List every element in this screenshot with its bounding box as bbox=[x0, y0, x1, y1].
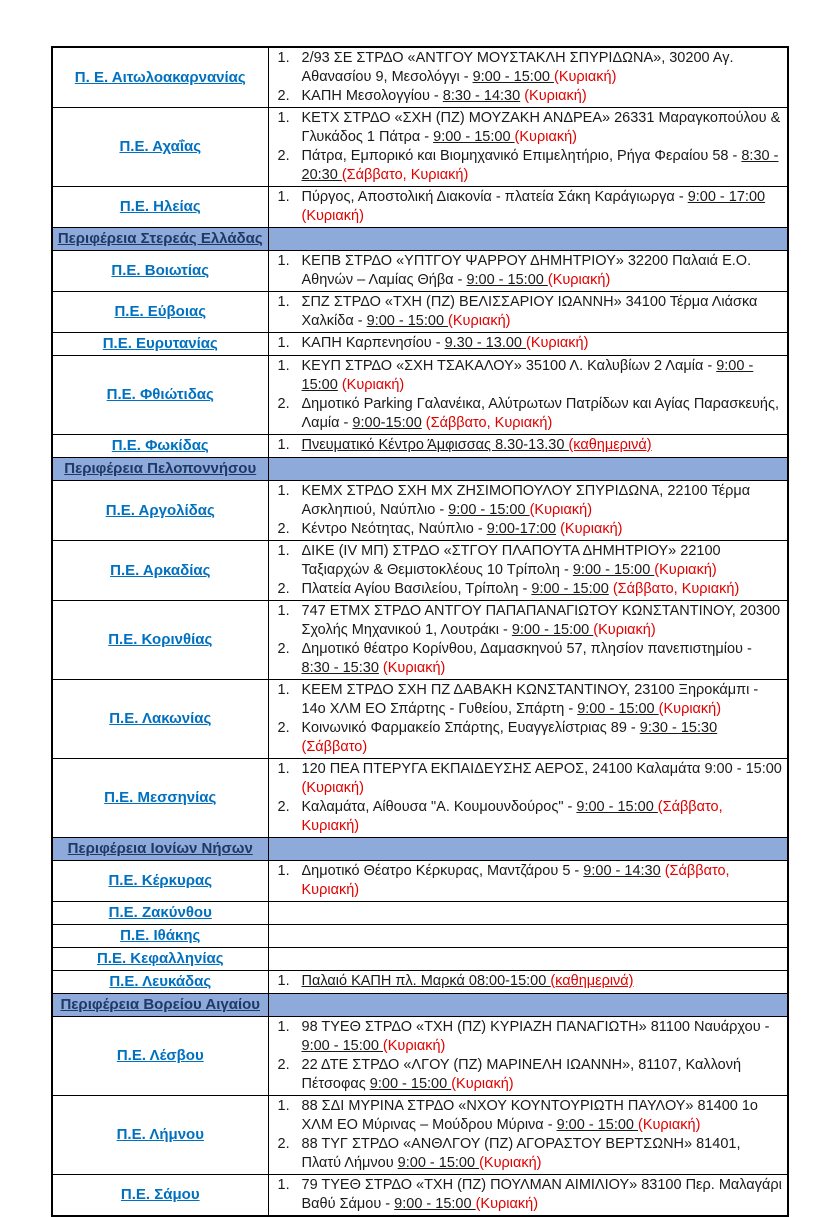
item-text bbox=[302, 147, 785, 185]
region-row bbox=[52, 601, 788, 680]
region-name-cell bbox=[52, 1096, 268, 1175]
item-text bbox=[302, 719, 785, 757]
text-segment: Πνευματικό Κέντρο Άμφισσας 8.30-13.30 bbox=[301, 437, 569, 453]
text-segment: Δημοτικό θέατρο Κορίνθου, Δαμασκηνού 57, πλησίον πανεπιστημίου - bbox=[301, 641, 752, 657]
item-text bbox=[302, 1018, 785, 1056]
region-link[interactable]: Π.Ε. Κεφαλληνίας bbox=[96, 950, 224, 967]
item-number: 1. bbox=[277, 294, 290, 310]
text-segment: (Κυριακή) bbox=[301, 208, 364, 224]
location-item bbox=[272, 87, 785, 106]
text-segment: ΔΙΚΕ (ΙV ΜΠ) ΣΤΡΔΟ «ΣΤΓΟΥ ΠΛΑΠΟΥΤΑ ΔΗΜΗΤΡΙΟΥ» 22100 Ταξιαρχών & Θεμιστοκλέους 10 Τρίπολη - bbox=[301, 543, 721, 578]
item-text bbox=[302, 640, 785, 678]
location-item bbox=[272, 520, 785, 539]
region-name-cell bbox=[52, 541, 268, 601]
location-item bbox=[272, 640, 785, 678]
text-segment: 747 ΕΤΜΧ ΣΤΡΔΟ ΑΝΤΓΟΥ ΠΑΠΑΠΑΝΑΓΙΩΤΟΥ ΚΩΝΣΤΑΝΤΙΝΟΥ, 20300 Σχολής Μηχανικού 1, Λουτράκι - bbox=[301, 603, 781, 638]
item-number: 2. bbox=[277, 799, 290, 815]
text-segment: ΚΕΥΠ ΣΤΡΔΟ «ΣΧΗ ΤΣΑΚΑΛΟΥ» 35100 Λ. Καλυβίων 2 Λαμία - bbox=[301, 358, 717, 374]
region-group-header-row bbox=[52, 994, 788, 1017]
region-link[interactable]: Π.Ε. Κορινθίας bbox=[108, 631, 213, 648]
text-segment: 9:00 - 15:00 bbox=[301, 358, 754, 393]
item-number: 1. bbox=[277, 335, 290, 351]
locations-cell bbox=[268, 1096, 788, 1175]
item-number: 1. bbox=[277, 1098, 290, 1114]
item-text bbox=[302, 760, 785, 798]
text-segment: 9:00 - 15:00 bbox=[397, 1155, 480, 1171]
item-number: 1. bbox=[277, 50, 290, 66]
text-segment: (Κυριακή) bbox=[547, 272, 611, 288]
item-text bbox=[302, 681, 785, 719]
region-row bbox=[52, 292, 788, 333]
region-row bbox=[52, 356, 788, 435]
text-segment: 9:00 - 15:00 bbox=[472, 69, 554, 85]
text-segment: 9:00 - 15:00 bbox=[577, 701, 659, 717]
text-segment: Πύργος, Αποστολική Διακονία - πλατεία Σάκη Καράγιωργα - bbox=[301, 189, 688, 205]
locations-cell bbox=[268, 47, 788, 108]
text-segment: ΚΕΜΧ ΣΤΡΔΟ ΣΧΗ ΜΧ ΖΗΣΙΜΟΠΟΥΛΟΥ ΣΠΥΡΙΔΩΝΑ, 22100 Τέρμα Ασκληπιού, Ναύπλιο - bbox=[301, 483, 751, 518]
region-row bbox=[52, 680, 788, 759]
text-segment: 9:00 - 15:00 bbox=[394, 1196, 476, 1212]
location-item bbox=[272, 395, 785, 433]
text-segment: Παλαιό ΚΑΠΗ πλ. Μαρκά 08:00-15:00 bbox=[301, 973, 551, 989]
text-segment: (Σάββατο, Κυριακή) bbox=[608, 581, 740, 597]
location-item bbox=[272, 147, 785, 185]
region-link[interactable]: Π.Ε. Αρκαδίας bbox=[110, 561, 211, 579]
item-text bbox=[302, 188, 785, 226]
item-text bbox=[302, 436, 785, 455]
region-link[interactable]: Π.Ε. Μεσσηνίας bbox=[104, 789, 217, 806]
locations-cell bbox=[268, 333, 788, 356]
locations-cell bbox=[268, 948, 788, 971]
text-segment: (Κυριακή) bbox=[475, 1196, 539, 1212]
text-segment: 8:30 - 20:30 bbox=[301, 148, 779, 183]
text-segment: (καθημερινά) bbox=[568, 437, 652, 453]
item-text bbox=[302, 334, 785, 353]
location-item bbox=[272, 719, 785, 757]
item-number: 2. bbox=[277, 1057, 290, 1073]
text-segment: 9:00 - 15:00 bbox=[448, 502, 530, 518]
item-text bbox=[302, 520, 785, 539]
locations-cell bbox=[268, 861, 788, 902]
text-segment: 9:00 - 15:00 bbox=[556, 1117, 638, 1133]
text-segment: (Κυριακή) bbox=[556, 521, 623, 537]
region-link[interactable]: Π.Ε. Αργολίδας bbox=[105, 501, 215, 519]
item-text bbox=[302, 395, 785, 433]
region-row bbox=[52, 925, 788, 948]
location-item bbox=[272, 252, 785, 290]
item-text bbox=[302, 1176, 785, 1214]
item-number: 2. bbox=[277, 641, 290, 657]
text-segment: Δημοτικό Θέατρο Κέρκυρας, Μαντζάρου 5 - bbox=[301, 863, 584, 879]
region-name-cell bbox=[52, 1017, 268, 1096]
text-segment: (Κυριακή) bbox=[378, 660, 446, 676]
item-text bbox=[302, 293, 785, 331]
region-group-header-link[interactable]: Περιφέρεια Πελοποννήσου bbox=[64, 460, 257, 477]
text-segment: ΚΑΠΗ Καρπενησίου - bbox=[301, 335, 445, 351]
text-segment: (Κυριακή) bbox=[301, 780, 364, 796]
locations-cell bbox=[268, 541, 788, 601]
region-link[interactable]: Π.Ε. Λέσβου bbox=[116, 1047, 204, 1064]
text-segment: ΣΠΖ ΣΤΡΔΟ «ΤΧΗ (ΠΖ) ΒΕΛΙΣΣΑΡΙΟΥ ΙΩΑΝΝΗ» 34100 Τέρμα Λιάσκα Χαλκίδα - bbox=[301, 294, 758, 329]
location-item bbox=[272, 1018, 785, 1056]
location-item bbox=[272, 1097, 785, 1135]
region-name-cell bbox=[52, 108, 268, 187]
text-segment: Πλατεία Αγίου Βασιλείου, Τρίπολη - bbox=[301, 581, 532, 597]
locations-cell bbox=[268, 759, 788, 838]
item-text bbox=[302, 580, 785, 599]
region-name-cell bbox=[52, 356, 268, 435]
region-name-cell bbox=[52, 925, 268, 948]
text-segment: Κέντρο Νεότητας, Ναύπλιο - bbox=[301, 521, 487, 537]
item-text bbox=[302, 482, 785, 520]
region-row bbox=[52, 541, 788, 601]
location-item bbox=[272, 542, 785, 580]
text-segment: Κοινωνικό Φαρμακείο Σπάρτης, Ευαγγελίστριας 89 - bbox=[301, 720, 640, 736]
locations-cell bbox=[268, 925, 788, 948]
item-number: 1. bbox=[277, 110, 290, 126]
regions-schedule-table bbox=[51, 46, 789, 1217]
text-segment: 9:30 - 15:30 bbox=[639, 720, 718, 736]
location-item bbox=[272, 602, 785, 640]
region-name-cell bbox=[52, 1175, 268, 1217]
region-group-header-row bbox=[52, 228, 788, 251]
item-number: 2. bbox=[277, 88, 290, 104]
text-segment: (Κυριακή) bbox=[654, 562, 717, 578]
locations-cell bbox=[268, 601, 788, 680]
text-segment: 9:00 - 15:00 bbox=[511, 622, 594, 638]
text-segment: (Σάββατο) bbox=[301, 739, 368, 755]
region-name-cell bbox=[52, 333, 268, 356]
text-segment: Δημοτικό Parking Γαλανέικα, Αλύτρωτων Πατρίδων και Αγίας Παρασκευής, Λαμία - bbox=[301, 396, 779, 431]
text-segment: (Κυριακή) bbox=[448, 313, 511, 329]
item-number: 2. bbox=[277, 521, 290, 537]
text-segment: 98 ΤΥΕΘ ΣΤΡΔΟ «ΤΧΗ (ΠΖ) ΚΥΡΙΑΖΗ ΠΑΝΑΓΙΩΤΗ» 81100 Ναυάρχου - bbox=[301, 1019, 770, 1035]
locations-cell bbox=[268, 435, 788, 458]
item-number: 1. bbox=[277, 483, 290, 499]
text-segment: ΚΕΤΧ ΣΤΡΔΟ «ΣΧΗ (ΠΖ) ΜΟΥΖΑΚΗ ΑΝΔΡΕΑ» 26331 Μαραγκοπούλου & Γλυκάδος 1 Πάτρα - bbox=[301, 110, 781, 145]
location-item bbox=[272, 862, 785, 900]
region-name-cell bbox=[52, 601, 268, 680]
item-number: 2. bbox=[277, 1136, 290, 1152]
item-text bbox=[302, 862, 785, 900]
region-name-cell bbox=[52, 187, 268, 228]
region-name-cell bbox=[52, 971, 268, 994]
region-name-cell bbox=[52, 680, 268, 759]
text-segment: 9:00 - 15:00 bbox=[366, 313, 449, 329]
text-segment: 9:00 - 17:00 bbox=[687, 189, 766, 205]
text-segment: Καλαμάτα, Αίθουσα "Α. Κουμουνδούρος" - bbox=[301, 799, 577, 815]
item-number: 2. bbox=[277, 148, 290, 164]
text-segment: 9:00 - 15:00 bbox=[369, 1076, 452, 1092]
text-segment: (Κυριακή) bbox=[658, 701, 722, 717]
item-number: 1. bbox=[277, 863, 290, 879]
item-number: 1. bbox=[277, 189, 290, 205]
locations-cell bbox=[268, 481, 788, 541]
item-number: 1. bbox=[277, 603, 290, 619]
region-link[interactable]: Π.Ε. Εύβοιας bbox=[114, 303, 207, 320]
text-segment: (Κυριακή) bbox=[514, 129, 577, 145]
text-segment: 22 ΔΤΕ ΣΤΡΔΟ «ΛΓΟΥ (ΠΖ) ΜΑΡΙΝΕΛΗ ΙΩΑΝΝΗ», 81107, Καλλονή Πέτσοφας bbox=[301, 1057, 742, 1092]
item-number: 2. bbox=[277, 396, 290, 412]
region-link[interactable]: Π.Ε. Φωκίδας bbox=[111, 437, 209, 454]
region-row bbox=[52, 948, 788, 971]
region-group-header-link[interactable]: Περιφέρεια Βορείου Αιγαίου bbox=[60, 996, 261, 1013]
item-number: 2. bbox=[277, 581, 290, 597]
text-segment: (Σάββατο, Κυριακή) bbox=[301, 863, 730, 898]
text-segment: 9:00 - 15:00 bbox=[572, 562, 655, 578]
text-segment: 120 ΠΕΑ ΠΤΕΡΥΓΑ ΕΚΠΑΙΔΕΥΣΗΣ ΑΕΡΟΣ, 24100 Καλαμάτα 9:00 - 15:00 bbox=[301, 761, 782, 777]
region-name-cell bbox=[52, 47, 268, 108]
region-name-cell bbox=[52, 948, 268, 971]
location-item bbox=[272, 188, 785, 226]
location-item bbox=[272, 972, 785, 991]
text-segment: (Κυριακή) bbox=[337, 377, 405, 393]
region-row bbox=[52, 333, 788, 356]
region-group-header-spacer-cell bbox=[268, 228, 788, 251]
text-segment: 9.30 - 13.00 bbox=[444, 335, 526, 351]
text-segment: 8:30 - 15:30 bbox=[301, 660, 379, 676]
location-item bbox=[272, 1135, 785, 1173]
region-name-cell bbox=[52, 481, 268, 541]
text-segment: (Σάββατο, Κυριακή) bbox=[301, 799, 723, 834]
region-group-header-spacer-cell bbox=[268, 458, 788, 481]
region-name-cell bbox=[52, 861, 268, 902]
region-name-cell bbox=[52, 292, 268, 333]
text-segment: 8:30 - 14:30 bbox=[442, 88, 521, 104]
text-segment: (Κυριακή) bbox=[593, 622, 656, 638]
text-segment: (Κυριακή) bbox=[526, 335, 589, 351]
item-text bbox=[302, 1097, 785, 1135]
text-segment: ΚΕΕΜ ΣΤΡΔΟ ΣΧΗ ΠΖ ΔΑΒΑΚΗ ΚΩΝΣΤΑΝΤΙΝΟΥ, 23100 Ξηροκάμπι - 14ο ΧΛΜ ΕΟ Σπάρτης - Γυθείου, Σπάρτη - bbox=[301, 682, 759, 717]
text-segment: (Σάββατο, Κυριακή) bbox=[341, 167, 469, 183]
locations-cell bbox=[268, 1017, 788, 1096]
location-item bbox=[272, 482, 785, 520]
text-segment: (Κυριακή) bbox=[529, 502, 593, 518]
location-item bbox=[272, 681, 785, 719]
region-name-cell bbox=[52, 902, 268, 925]
item-number: 1. bbox=[277, 761, 290, 777]
text-segment: (Κυριακή) bbox=[638, 1117, 701, 1133]
locations-cell bbox=[268, 356, 788, 435]
location-item bbox=[272, 580, 785, 599]
text-segment: (Κυριακή) bbox=[451, 1076, 514, 1092]
text-segment: Πάτρα, Εμπορικό και Βιομηχανικό Επιμελητήριο, Ρήγα Φεραίου 58 - bbox=[301, 148, 742, 164]
region-link[interactable]: Π. Ε. Αιτωλοακαρνανίας bbox=[74, 68, 246, 86]
locations-cell bbox=[268, 251, 788, 292]
location-item bbox=[272, 760, 785, 798]
text-segment: 88 ΣΔΙ ΜΥΡΙΝΑ ΣΤΡΔΟ «ΝΧΟΥ ΚΟΥΝΤΟΥΡΙΩΤΗ ΠΑΥΛΟΥ» 81400 1ο ΧΛΜ ΕΟ Μύρινας – Μούδρου Μύρινα - bbox=[301, 1098, 758, 1133]
region-link[interactable]: Π.Ε. Ιθάκης bbox=[120, 927, 201, 944]
region-row bbox=[52, 1017, 788, 1096]
item-number: 1. bbox=[277, 543, 290, 559]
region-row bbox=[52, 47, 788, 108]
item-number: 1. bbox=[277, 973, 290, 989]
region-name-cell bbox=[52, 435, 268, 458]
text-segment: 9:00-17:00 bbox=[486, 521, 557, 537]
item-text bbox=[302, 972, 785, 991]
location-item bbox=[272, 1056, 785, 1094]
item-number: 1. bbox=[277, 1177, 290, 1193]
locations-cell bbox=[268, 680, 788, 759]
locations-cell bbox=[268, 108, 788, 187]
region-link[interactable]: Π.Ε. Βοιωτίας bbox=[111, 262, 210, 279]
region-row bbox=[52, 902, 788, 925]
location-item bbox=[272, 49, 785, 87]
location-item bbox=[272, 1176, 785, 1214]
item-number: 1. bbox=[277, 682, 290, 698]
region-row bbox=[52, 861, 788, 902]
location-item bbox=[272, 436, 785, 455]
region-row bbox=[52, 108, 788, 187]
item-number: 2. bbox=[277, 720, 290, 736]
text-segment: 9:00 - 15:00 bbox=[466, 272, 548, 288]
text-segment: 9:00 - 15:00 bbox=[576, 799, 658, 815]
region-row bbox=[52, 1096, 788, 1175]
region-link[interactable]: Π.Ε. Λήμνου bbox=[116, 1126, 204, 1143]
item-text bbox=[302, 1135, 785, 1173]
location-item bbox=[272, 109, 785, 147]
region-group-header-cell bbox=[52, 228, 268, 251]
item-text bbox=[302, 602, 785, 640]
item-text bbox=[302, 798, 785, 836]
region-row bbox=[52, 481, 788, 541]
locations-cell bbox=[268, 292, 788, 333]
text-segment: 9:00 - 14:30 bbox=[583, 863, 661, 879]
table-body bbox=[52, 47, 788, 1216]
document-page bbox=[51, 46, 789, 1217]
item-text bbox=[302, 357, 785, 395]
text-segment: 9:00 - 15:00 bbox=[531, 581, 609, 597]
region-link[interactable]: Π.Ε. Σάμου bbox=[120, 1186, 200, 1203]
item-number: 1. bbox=[277, 1019, 290, 1035]
item-number: 1. bbox=[277, 437, 290, 453]
location-item bbox=[272, 357, 785, 395]
region-row bbox=[52, 1175, 788, 1217]
region-link[interactable]: Π.Ε. Ζακύνθου bbox=[108, 904, 212, 921]
text-segment: 9:00 - 15:00 bbox=[433, 129, 515, 145]
item-text bbox=[302, 1056, 785, 1094]
text-segment: (Κυριακή) bbox=[520, 88, 587, 104]
region-group-header-row bbox=[52, 458, 788, 481]
text-segment: ΚΕΠΒ ΣΤΡΔΟ «ΥΠΤΓΟΥ ΨΑΡΡΟΥ ΔΗΜΗΤΡΙΟΥ» 32200 Παλαιά Ε.Ο. Αθηνών – Λαμίας Θήβα - bbox=[301, 253, 752, 288]
region-row bbox=[52, 187, 788, 228]
region-link[interactable]: Π.Ε. Ευρυτανίας bbox=[102, 335, 218, 352]
text-segment: ΚΑΠΗ Μεσολογγίου - bbox=[301, 88, 443, 104]
item-text bbox=[302, 542, 785, 580]
item-text bbox=[302, 87, 785, 106]
text-segment: 9:00 - 15:00 bbox=[301, 1038, 383, 1054]
region-row bbox=[52, 971, 788, 994]
locations-cell bbox=[268, 902, 788, 925]
text-segment: (Κυριακή) bbox=[553, 69, 617, 85]
text-segment: (Κυριακή) bbox=[479, 1155, 542, 1171]
region-link[interactable]: Π.Ε. Φθιώτιδας bbox=[106, 386, 214, 403]
region-link[interactable]: Π.Ε. Ηλείας bbox=[119, 198, 201, 215]
region-row bbox=[52, 251, 788, 292]
locations-cell bbox=[268, 187, 788, 228]
text-segment: 9:00-15:00 bbox=[352, 415, 422, 431]
location-item bbox=[272, 293, 785, 331]
region-row bbox=[52, 435, 788, 458]
item-number: 1. bbox=[277, 253, 290, 269]
location-item bbox=[272, 798, 785, 836]
text-segment: (Σάββατο, Κυριακή) bbox=[421, 415, 553, 431]
region-link[interactable]: Π.Ε. Λευκάδας bbox=[109, 973, 212, 990]
region-name-cell bbox=[52, 759, 268, 838]
item-text bbox=[302, 109, 785, 147]
item-text bbox=[302, 252, 785, 290]
region-link[interactable]: Π.Ε. Λακωνίας bbox=[109, 710, 212, 727]
region-group-header-cell bbox=[52, 994, 268, 1017]
locations-cell bbox=[268, 1175, 788, 1217]
locations-cell bbox=[268, 971, 788, 994]
region-group-header-row bbox=[52, 838, 788, 861]
location-item bbox=[272, 334, 785, 353]
text-segment: 79 ΤΥΕΘ ΣΤΡΔΟ «ΤΧΗ (ΠΖ) ΠΟΥΛΜΑΝ ΑΙΜΙΛΙΟΥ» 83100 Περ. Μαλαγάρι Βαθύ Σάμου - bbox=[301, 1177, 782, 1212]
text-segment: (Κυριακή) bbox=[382, 1038, 446, 1054]
region-group-header-link[interactable]: Περιφέρεια Στερεάς Ελλάδας bbox=[57, 230, 263, 247]
region-name-cell bbox=[52, 251, 268, 292]
item-text bbox=[302, 49, 785, 87]
region-link[interactable]: Π.Ε. Κέρκυρας bbox=[108, 872, 213, 889]
region-group-header-link[interactable]: Περιφέρεια Ιονίων Νήσων bbox=[67, 840, 253, 857]
region-group-header-spacer-cell bbox=[268, 994, 788, 1017]
region-group-header-cell bbox=[52, 838, 268, 861]
region-row bbox=[52, 759, 788, 838]
region-group-header-spacer-cell bbox=[268, 838, 788, 861]
text-segment: 2/93 ΣΕ ΣΤΡΔΟ «ΑΝΤΓΟΥ ΜΟΥΣΤΑΚΛΗ ΣΠΥΡΙΔΩΝΑ», 30200 Αγ. Αθανασίου 9, Μεσολόγγι - bbox=[301, 50, 734, 85]
region-link[interactable]: Π.Ε. Αχαΐας bbox=[119, 138, 202, 155]
text-segment: 88 ΤΥΓ ΣΤΡΔΟ «ΑΝΘΛΓΟΥ (ΠΖ) ΑΓΟΡΑΣΤΟΥ ΒΕΡΤΣΩΝΗ» 81401, Πλατύ Λήμνου bbox=[301, 1136, 741, 1171]
region-group-header-cell bbox=[52, 458, 268, 481]
text-segment: (καθημερινά) bbox=[550, 973, 634, 989]
item-number: 1. bbox=[277, 358, 290, 374]
